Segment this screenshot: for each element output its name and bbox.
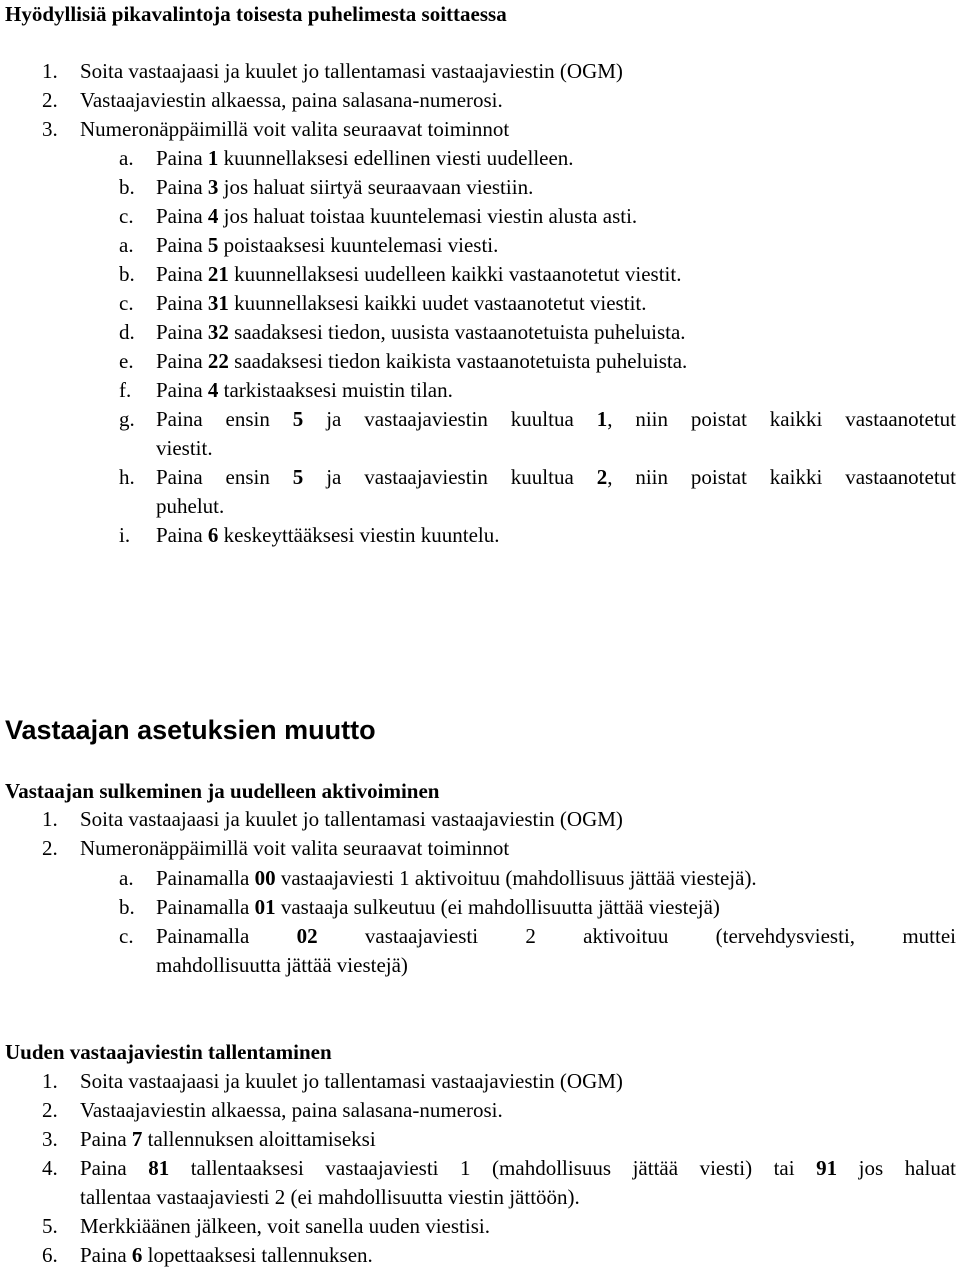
key-code: 2: [596, 465, 608, 489]
key-code: 4: [207, 378, 219, 402]
list-marker: 2.: [42, 88, 58, 112]
subsection-heading: Uuden vastaajaviestin tallentaminen: [5, 1040, 332, 1064]
list-marker: b.: [119, 262, 135, 286]
list-marker: b.: [119, 895, 135, 919]
list-marker: c.: [119, 924, 134, 948]
key-code: 22: [207, 349, 229, 373]
key-code: 6: [207, 523, 219, 547]
key-code: 5: [207, 233, 219, 257]
list-marker: d.: [119, 320, 135, 344]
list-text: Soita vastaajaasi ja kuulet jo tallentamasi vastaajaviestin (OGM): [80, 807, 623, 831]
list-marker: g.: [119, 407, 135, 431]
key-code: 5: [292, 407, 304, 431]
key-code: 02: [296, 924, 318, 948]
list-marker: a.: [119, 146, 134, 170]
list-marker: b.: [119, 175, 135, 199]
list-marker: a.: [119, 233, 134, 257]
list-marker: 1.: [42, 59, 58, 83]
list-marker: 2.: [42, 1098, 58, 1122]
key-code: 32: [207, 320, 229, 344]
key-code: 6: [131, 1243, 143, 1267]
list-marker: 3.: [42, 117, 58, 141]
key-code: 3: [207, 175, 219, 199]
list-text: Numeronäppäimillä voit valita seuraavat toiminnot: [80, 117, 510, 141]
list-marker: 1.: [42, 1069, 58, 1093]
list-marker: 1.: [42, 807, 58, 831]
list-marker: 3.: [42, 1127, 58, 1151]
subsection-heading: Vastaajan sulkeminen ja uudelleen aktivoiminen: [5, 779, 440, 803]
list-marker: a.: [119, 866, 134, 890]
list-marker: h.: [119, 465, 135, 489]
key-code: 01: [254, 895, 276, 919]
key-code: 81: [148, 1156, 170, 1180]
key-code: 1: [207, 146, 219, 170]
key-code: 21: [207, 262, 229, 286]
key-code: 31: [207, 291, 229, 315]
key-code: 00: [254, 866, 276, 890]
page-title: Vastaajan asetuksien muutto: [5, 715, 376, 745]
list-marker: 6.: [42, 1243, 58, 1267]
list-marker: 5.: [42, 1214, 58, 1238]
list-marker: e.: [119, 349, 134, 373]
list-marker: 4.: [42, 1156, 58, 1180]
section-heading: Hyödyllisiä pikavalintoja toisesta puhelimesta soittaessa: [5, 2, 507, 26]
key-code: 5: [292, 465, 304, 489]
list-marker: c.: [119, 204, 134, 228]
key-code: 1: [596, 407, 608, 431]
list-text: Soita vastaajaasi ja kuulet jo tallentamasi vastaajaviestin (OGM): [80, 59, 623, 83]
list-marker: f.: [119, 378, 132, 402]
key-code: 91: [816, 1156, 838, 1180]
key-code: 4: [207, 204, 219, 228]
list-text: Numeronäppäimillä voit valita seuraavat toiminnot: [80, 836, 510, 860]
list-text: Vastaajaviestin alkaessa, paina salasana-numerosi.: [80, 88, 503, 112]
list-marker: 2.: [42, 836, 58, 860]
key-code: 7: [131, 1127, 143, 1151]
list-marker: i.: [119, 523, 131, 547]
list-marker: c.: [119, 291, 134, 315]
